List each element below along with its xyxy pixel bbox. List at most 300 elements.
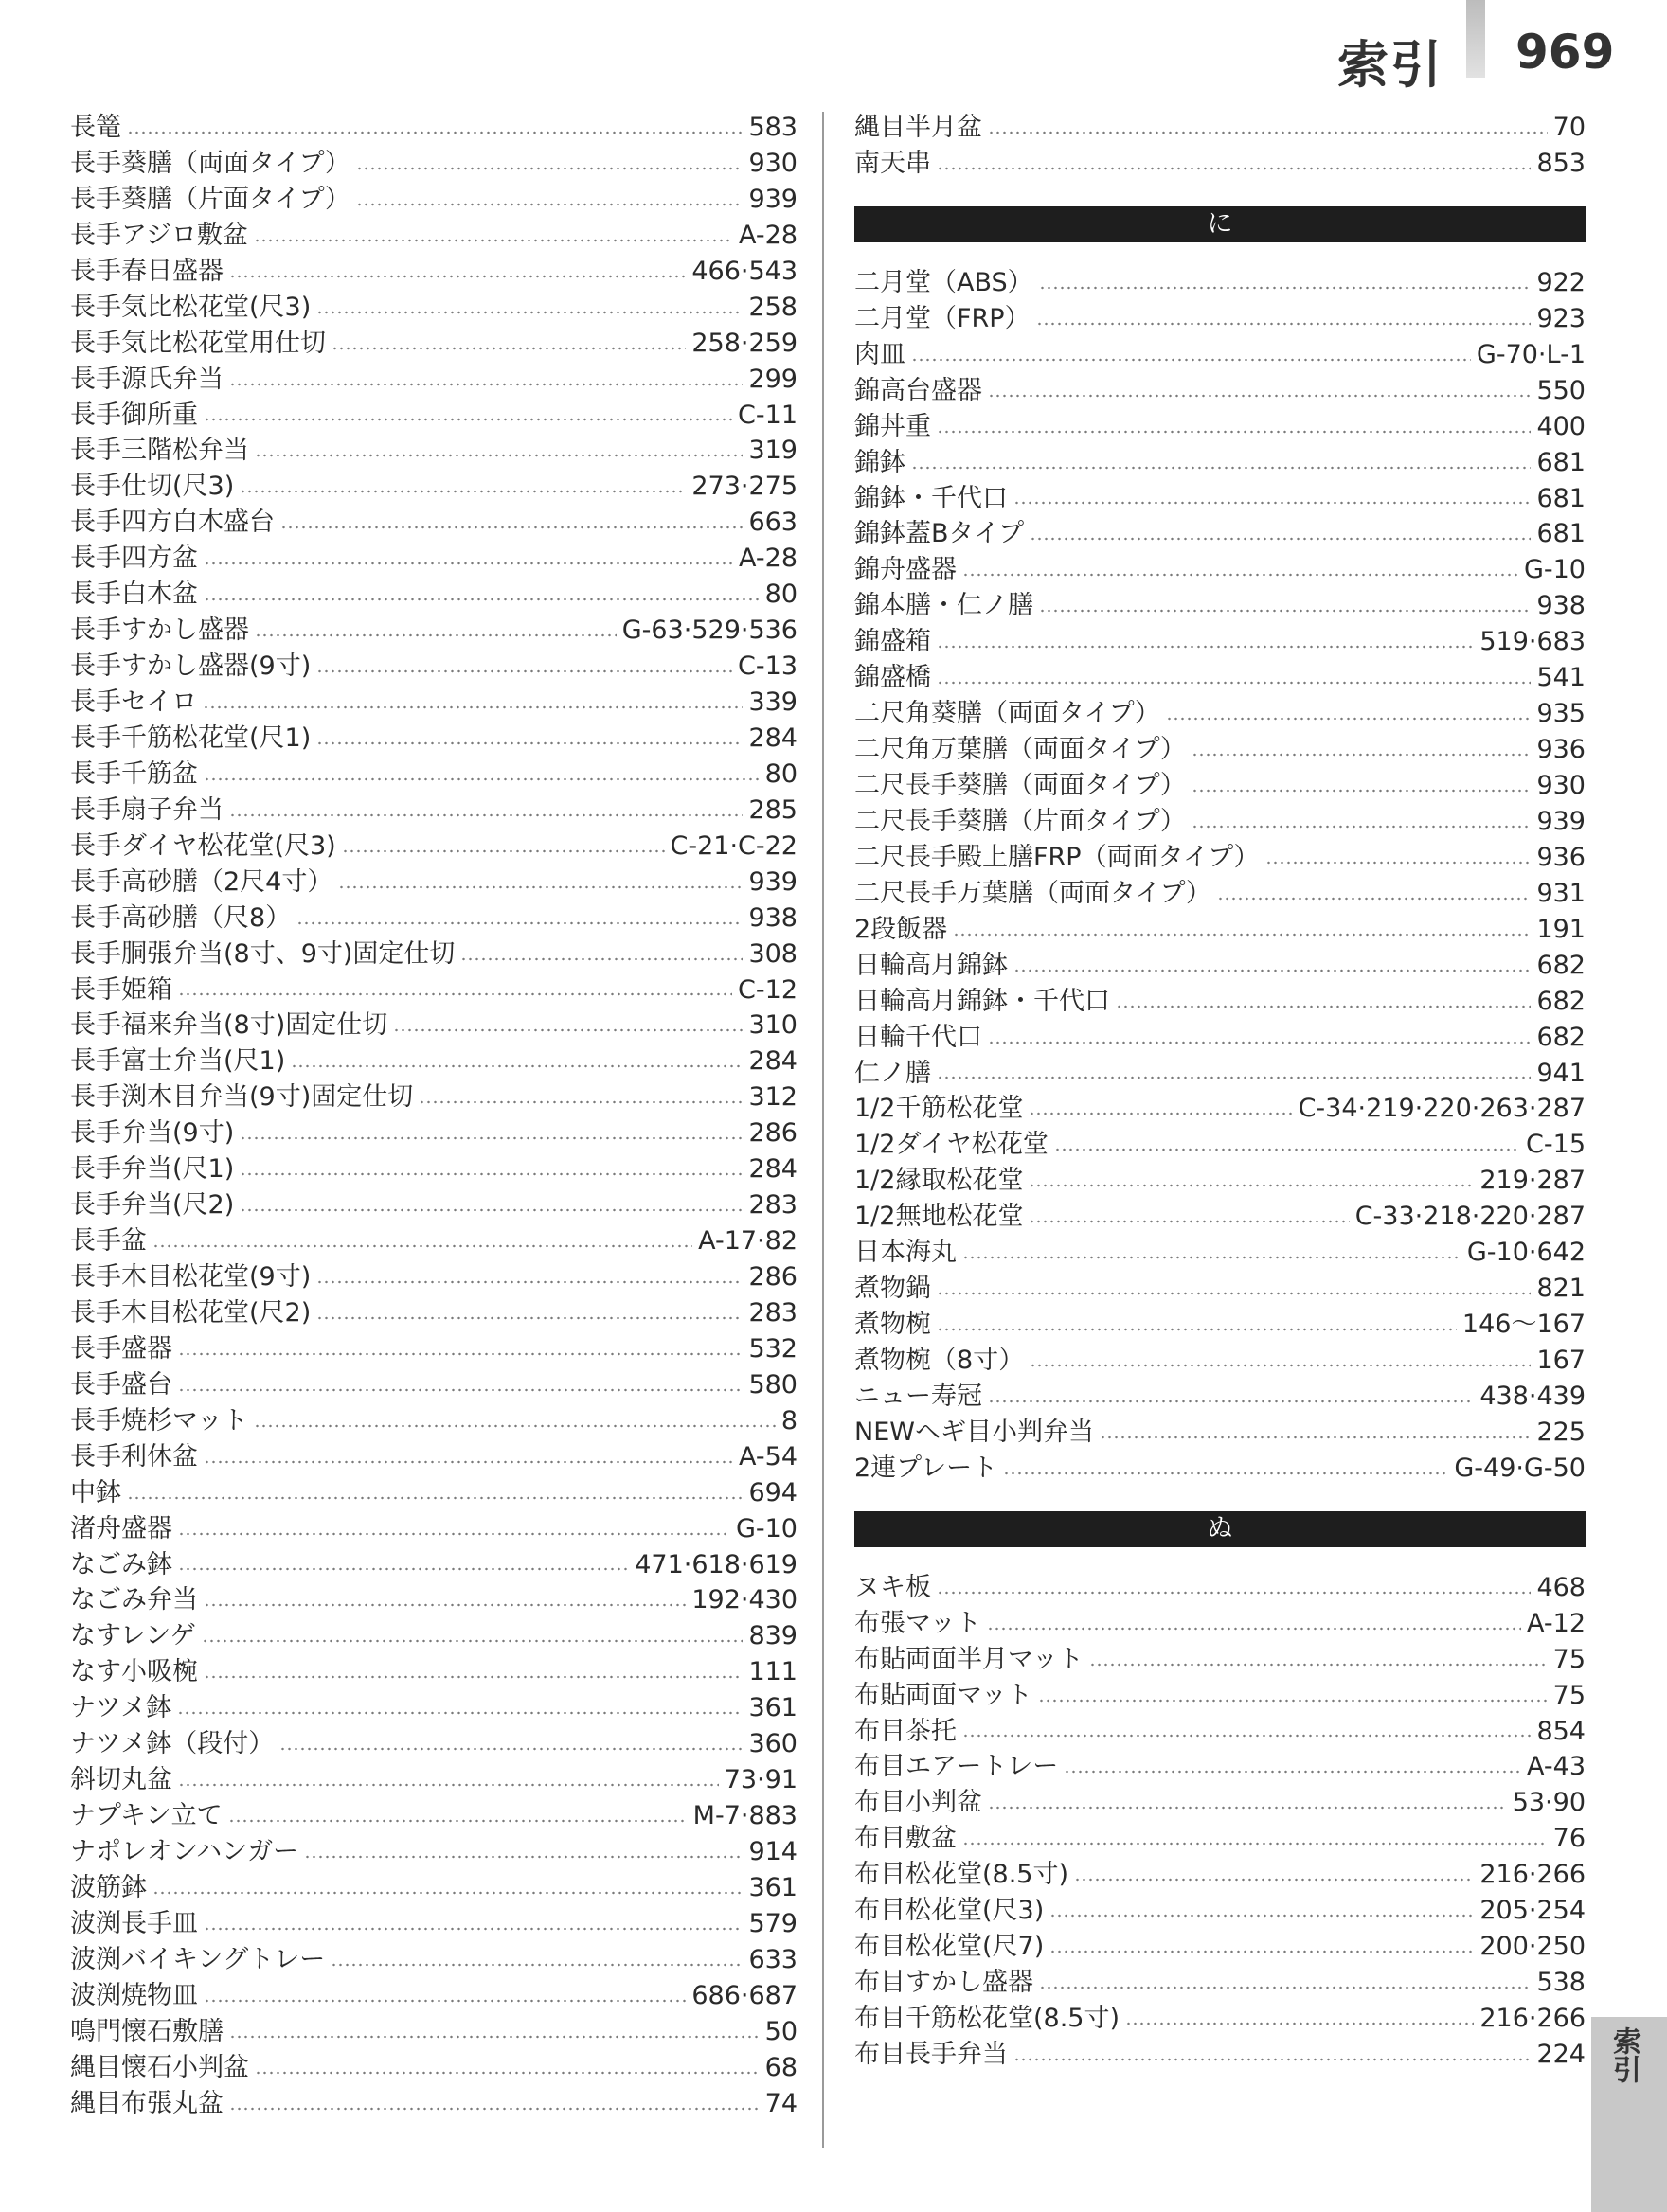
- entry-name: 縄目半月盆: [854, 113, 982, 142]
- index-entry: [854, 2001, 1586, 2037]
- entry-page-ref: 361: [748, 1693, 798, 1723]
- entry-name: 長手姫箱: [70, 974, 172, 1005]
- entry-page-ref: G-49·G-50: [1454, 1453, 1586, 1483]
- entry-page-ref: 519·683: [1479, 627, 1586, 657]
- index-entry: [70, 1582, 798, 1618]
- entry-name: 1/2縁取松花堂: [854, 1166, 1024, 1196]
- dot-leader: [1166, 717, 1532, 721]
- page-number: 969: [1515, 25, 1615, 80]
- index-entry: [70, 1259, 798, 1295]
- dot-leader: [1030, 1364, 1531, 1367]
- entry-page-ref: 663: [748, 508, 798, 538]
- index-entry: [854, 337, 1586, 373]
- entry-page-ref: 532: [748, 1333, 798, 1364]
- dot-leader: [1049, 1914, 1474, 1918]
- dot-leader: [988, 1806, 1507, 1810]
- dot-leader: [988, 1041, 1531, 1044]
- entry-name: 長手四方盆: [70, 544, 198, 574]
- entry-name: 仁ノ膳: [854, 1058, 931, 1088]
- entry-name: 煮物椀（8寸）: [854, 1346, 1025, 1375]
- entry-page-ref: C-34·219·220·263·287: [1298, 1094, 1586, 1124]
- entry-name: 斜切丸盆: [70, 1765, 172, 1795]
- dot-leader: [1039, 286, 1532, 290]
- entry-page-ref: 681: [1536, 447, 1586, 477]
- entry-name: 布貼両面マット: [854, 1680, 1032, 1710]
- entry-name: 長手富士弁当(尺1): [70, 1046, 286, 1077]
- dot-leader: [229, 2035, 760, 2039]
- dot-leader: [240, 1136, 743, 1140]
- entry-name: 縄目布張丸盆: [70, 2088, 224, 2118]
- index-entry: [70, 146, 798, 182]
- index-entry: [70, 1331, 798, 1367]
- index-entry: [70, 901, 798, 937]
- entry-page-ref: 285: [748, 794, 798, 825]
- dot-leader: [255, 633, 617, 637]
- entry-name: 布貼両面半月マット: [854, 1644, 1084, 1674]
- dot-leader: [1192, 753, 1532, 757]
- index-entry: [854, 2037, 1586, 2073]
- dot-leader: [988, 131, 1548, 134]
- dot-leader: [962, 1256, 1461, 1259]
- index-entry: [854, 1714, 1586, 1750]
- index-entry: [70, 1798, 798, 1834]
- entry-page-ref: 73·91: [724, 1765, 798, 1795]
- entry-name: 肉皿: [854, 339, 905, 369]
- entry-page-ref: 205·254: [1479, 1896, 1586, 1926]
- dot-leader: [204, 562, 733, 565]
- dot-leader: [204, 598, 760, 601]
- entry-name: 波渕長手皿: [70, 1908, 198, 1938]
- index-entry: [70, 110, 798, 146]
- entry-page-ref: 74: [764, 2088, 798, 2118]
- dot-leader: [240, 1208, 743, 1212]
- dot-leader: [177, 1711, 743, 1715]
- index-entry: [854, 481, 1586, 517]
- dot-leader: [178, 1352, 743, 1356]
- index-entry: [854, 1606, 1586, 1642]
- entry-name: 渚舟盛器: [70, 1513, 172, 1543]
- entry-name: 波渕焼物皿: [70, 1980, 198, 2010]
- index-entry: [854, 1821, 1586, 1857]
- entry-page-ref: 681: [1536, 519, 1586, 549]
- entry-name: 長手千筋盆: [70, 758, 198, 789]
- index-entry: [70, 254, 798, 290]
- entry-page-ref: G-70·L-1: [1476, 339, 1586, 369]
- index-entry: [70, 1223, 798, 1259]
- entry-name: NEWヘギ目小判弁当: [854, 1417, 1094, 1447]
- dot-leader: [296, 921, 743, 925]
- index-entry: [854, 1678, 1586, 1714]
- dot-leader: [229, 383, 743, 386]
- index-entry: [854, 516, 1586, 552]
- entry-name: 長篭: [70, 113, 121, 142]
- index-entry: [70, 1511, 798, 1547]
- dot-leader: [1029, 1112, 1292, 1115]
- dot-leader: [240, 1172, 743, 1176]
- index-title: 索引: [1337, 35, 1443, 95]
- entry-name: ニュー寿冠: [854, 1381, 982, 1411]
- index-entry: [854, 1091, 1586, 1127]
- index-entry: [70, 1367, 798, 1403]
- index-entry: [70, 613, 798, 649]
- index-entry: [70, 1475, 798, 1511]
- entry-page-ref: 466·543: [691, 256, 798, 286]
- dot-leader: [229, 2107, 760, 2111]
- index-entry: [70, 972, 798, 1008]
- index-entry: [70, 793, 798, 829]
- entry-name: 長手気比松花堂用仕切: [70, 328, 326, 358]
- entry-page-ref: 930: [748, 148, 798, 178]
- index-entry: [854, 1343, 1586, 1379]
- entry-page-ref: 360: [748, 1729, 798, 1759]
- entry-page-ref: 224: [1536, 2039, 1586, 2069]
- index-entry: [854, 301, 1586, 337]
- dot-leader: [987, 1627, 1521, 1631]
- index-entry: [70, 721, 798, 757]
- entry-page-ref: A-28: [739, 220, 798, 250]
- entry-name: 日輪高月錦鉢: [854, 950, 1008, 980]
- entry-name: なす小吸椀: [70, 1657, 198, 1687]
- entry-name: 長手四方白木盛台: [70, 508, 275, 538]
- index-entry: [70, 2050, 798, 2086]
- column-divider: [822, 112, 824, 2148]
- dot-leader: [1192, 789, 1532, 793]
- entry-name: 二尺長手葵膳（両面タイプ）: [854, 771, 1186, 800]
- entry-name: 錦鉢・千代口: [854, 483, 1008, 513]
- dot-leader: [255, 454, 743, 457]
- index-entry: [70, 1187, 798, 1223]
- entry-name: ナプキン立て: [70, 1801, 223, 1831]
- entry-page-ref: 284: [748, 1046, 798, 1077]
- entry-name: 長手盛台: [70, 1369, 172, 1400]
- entry-name: 波渕バイキングトレー: [70, 1944, 326, 1974]
- index-entry: [70, 182, 798, 218]
- index-entry: [854, 1271, 1586, 1307]
- section-heading: に: [854, 206, 1586, 242]
- dot-leader: [342, 849, 665, 853]
- entry-name: 長手葵膳（片面タイプ）: [70, 184, 350, 214]
- entry-name: 錦盛橋: [854, 663, 931, 693]
- entry-page-ref: G-10: [735, 1513, 798, 1543]
- entry-page-ref: 550: [1536, 375, 1586, 405]
- index-entry: [70, 505, 798, 541]
- dot-leader: [937, 1076, 1531, 1079]
- dot-leader: [152, 1244, 692, 1248]
- entry-name: 波筋鉢: [70, 1872, 147, 1902]
- index-entry: [854, 1965, 1586, 2001]
- entry-page-ref: G-63·529·536: [621, 615, 798, 646]
- dot-leader: [356, 203, 744, 206]
- entry-page-ref: 225: [1536, 1417, 1586, 1447]
- index-entry: [70, 1978, 798, 2014]
- entry-page-ref: C-11: [738, 400, 798, 430]
- entry-page-ref: 938: [748, 902, 798, 933]
- entry-name: 二尺長手葵膳（片面タイプ）: [854, 806, 1186, 836]
- dot-leader: [204, 1675, 743, 1679]
- entry-page-ref: 312: [748, 1082, 798, 1113]
- dot-leader: [178, 1783, 719, 1787]
- entry-page-ref: 938: [1536, 591, 1586, 621]
- dot-leader: [152, 1891, 743, 1895]
- page-header: [0, 0, 1667, 95]
- entry-page-ref: 80: [764, 758, 798, 789]
- entry-name: 長手白木盆: [70, 580, 198, 610]
- entry-page-ref: 50: [764, 2016, 798, 2046]
- entry-page-ref: 682: [1536, 950, 1586, 980]
- dot-leader: [1089, 1663, 1548, 1667]
- index-entry: [854, 804, 1586, 840]
- index-entry: [854, 1570, 1586, 1606]
- entry-page-ref: 319: [748, 436, 798, 466]
- entry-page-ref: 283: [748, 1297, 798, 1328]
- entry-page-ref: 538: [1536, 1968, 1586, 1998]
- entry-page-ref: 286: [748, 1118, 798, 1149]
- index-entry: [70, 290, 798, 326]
- entry-name: 日輪高月錦鉢・千代口: [854, 986, 1110, 1016]
- entry-name: 南天串: [854, 148, 931, 178]
- index-entry: [854, 146, 1586, 182]
- entry-page-ref: 258: [748, 292, 798, 322]
- entry-page-ref: 192·430: [691, 1585, 798, 1615]
- index-entry: [854, 409, 1586, 445]
- dot-leader: [1029, 1220, 1349, 1223]
- entry-page-ref: 682: [1536, 986, 1586, 1016]
- dot-leader: [279, 1747, 743, 1751]
- index-entry: [70, 1834, 798, 1870]
- entry-page-ref: 308: [748, 938, 798, 969]
- entry-name: 長手弁当(尺2): [70, 1190, 235, 1221]
- entry-name: 二月堂（FRP）: [854, 303, 1031, 333]
- index-entry: [854, 1163, 1586, 1199]
- entry-page-ref: 191: [1536, 914, 1586, 944]
- dot-leader: [316, 311, 743, 314]
- dot-leader: [911, 358, 1471, 362]
- index-entry: [70, 577, 798, 613]
- entry-name: なごみ弁当: [70, 1585, 198, 1615]
- entry-page-ref: 219·287: [1479, 1166, 1586, 1196]
- dot-leader: [204, 1460, 733, 1464]
- entry-page-ref: 583: [748, 113, 798, 142]
- index-entry: [854, 1451, 1586, 1487]
- dot-leader: [254, 1424, 776, 1428]
- entry-page-ref: 284: [748, 722, 798, 753]
- entry-page-ref: C-13: [738, 651, 798, 682]
- entry-name: 長手高砂膳（2尺4寸）: [70, 866, 333, 897]
- dot-leader: [1039, 609, 1531, 613]
- dot-leader: [338, 885, 743, 889]
- entry-page-ref: 939: [748, 866, 798, 897]
- entry-name: 長手三階松弁当: [70, 436, 249, 466]
- dot-leader: [1013, 2058, 1531, 2061]
- index-entry: [854, 445, 1586, 481]
- index-entry: [70, 865, 798, 901]
- dot-leader: [1038, 1699, 1548, 1703]
- entry-page-ref: 914: [748, 1837, 798, 1866]
- index-entry: [70, 1115, 798, 1151]
- entry-page-ref: A-54: [739, 1441, 798, 1472]
- index-entry: [70, 1439, 798, 1475]
- index-entry: [854, 984, 1586, 1020]
- entry-name: 錦本膳・仁ノ膳: [854, 591, 1033, 621]
- entry-name: 長手木目松花堂(尺2): [70, 1297, 312, 1328]
- dot-leader: [937, 1328, 1457, 1331]
- dot-leader: [127, 1496, 743, 1500]
- index-entry: [70, 1906, 798, 1942]
- index-entry: [70, 2014, 798, 2050]
- entry-name: 二尺角万葉膳（両面タイプ）: [854, 735, 1186, 765]
- entry-page-ref: 299: [748, 364, 798, 394]
- index-column-right: [854, 110, 1586, 2073]
- entry-name: ナツメ鉢（段付）: [70, 1729, 275, 1759]
- index-entry: [854, 948, 1586, 984]
- entry-name: 長手セイロ: [70, 687, 198, 717]
- entry-name: 長手源氏弁当: [70, 364, 224, 394]
- entry-page-ref: 76: [1552, 1824, 1586, 1854]
- dot-leader: [178, 1567, 629, 1571]
- dot-leader: [127, 131, 743, 134]
- entry-page-ref: 936: [1536, 735, 1586, 765]
- index-entry: [70, 1690, 798, 1726]
- index-entry: [854, 265, 1586, 301]
- dot-leader: [316, 741, 743, 745]
- index-entry: [70, 1726, 798, 1762]
- dot-leader: [1054, 1148, 1520, 1151]
- dot-leader: [204, 1927, 743, 1931]
- dot-leader: [937, 167, 1531, 170]
- entry-page-ref: 633: [748, 1944, 798, 1974]
- index-entry: [70, 326, 798, 362]
- entry-name: 布目長手弁当: [854, 2039, 1008, 2069]
- dot-leader: [911, 466, 1531, 470]
- index-entry: [70, 469, 798, 505]
- dot-leader: [1036, 322, 1532, 326]
- entry-name: 錦舟盛器: [854, 555, 957, 585]
- entry-name: 錦丼重: [854, 411, 931, 441]
- dot-leader: [1265, 861, 1532, 865]
- entry-page-ref: 931: [1536, 878, 1586, 908]
- entry-name: ナツメ鉢: [70, 1693, 172, 1723]
- entry-page-ref: M-7·883: [692, 1801, 798, 1831]
- dot-leader: [178, 1388, 743, 1392]
- entry-page-ref: A-28: [739, 544, 798, 574]
- index-entry: [854, 1235, 1586, 1271]
- entry-page-ref: C-21·C-22: [670, 830, 798, 861]
- dot-leader: [356, 167, 744, 170]
- entry-name: 長手福来弁当(8寸)固定仕切: [70, 1010, 388, 1041]
- dot-leader: [937, 1591, 1531, 1595]
- dot-leader: [1116, 1005, 1531, 1008]
- entry-page-ref: 258·259: [691, 328, 798, 358]
- entry-page-ref: 939: [748, 184, 798, 214]
- dot-leader: [178, 992, 732, 996]
- entry-page-ref: G-10: [1523, 555, 1586, 585]
- index-entry: [854, 768, 1586, 804]
- entry-page-ref: 167: [1536, 1346, 1586, 1375]
- dot-leader: [280, 526, 743, 529]
- entry-name: 長手ダイヤ松花堂(尺3): [70, 830, 336, 861]
- index-entry: [70, 2086, 798, 2122]
- index-entry: [70, 829, 798, 865]
- entry-name: 縄目懐石小判盆: [70, 2052, 249, 2082]
- dot-leader: [1064, 1770, 1521, 1774]
- entry-name: 長手千筋松花堂(尺1): [70, 722, 312, 753]
- entry-page-ref: 821: [1536, 1274, 1586, 1304]
- dot-leader: [962, 1842, 1548, 1846]
- index-entry: [854, 373, 1586, 409]
- entry-name: 長手気比松花堂(尺3): [70, 292, 312, 322]
- entry-page-ref: 75: [1552, 1680, 1586, 1710]
- entry-page-ref: 70: [1552, 113, 1586, 142]
- dot-leader: [1030, 537, 1531, 541]
- dot-leader: [254, 239, 733, 242]
- entry-name: 長手弁当(尺1): [70, 1154, 235, 1185]
- entry-page-ref: 68: [764, 2052, 798, 2082]
- dot-leader: [203, 705, 743, 709]
- dot-leader: [937, 430, 1531, 434]
- dot-leader: [1039, 1986, 1531, 1989]
- entry-name: 長手すかし盛器: [70, 615, 249, 646]
- index-entry: [70, 1942, 798, 1978]
- entry-name: なごみ鉢: [70, 1549, 172, 1579]
- entry-name: 1/2ダイヤ松花堂: [854, 1130, 1049, 1160]
- dot-leader: [204, 1999, 686, 2003]
- index-entry: [70, 1079, 798, 1115]
- index-entry: [70, 362, 798, 398]
- entry-page-ref: 273·275: [691, 472, 798, 502]
- entry-name: 長手木目松花堂(9寸): [70, 1262, 312, 1292]
- entry-page-ref: 216·266: [1479, 1860, 1586, 1890]
- entry-page-ref: 694: [748, 1477, 798, 1507]
- dot-leader: [962, 1734, 1531, 1738]
- index-entry: [854, 1749, 1586, 1785]
- index-entry: [70, 1618, 798, 1654]
- dot-leader: [1049, 1950, 1474, 1953]
- entry-page-ref: 839: [748, 1621, 798, 1651]
- index-entry: [854, 110, 1586, 146]
- index-entry: [854, 1929, 1586, 1965]
- index-entry: [70, 1008, 798, 1044]
- index-entry: [70, 541, 798, 577]
- index-entry: [854, 1893, 1586, 1929]
- dot-leader: [962, 573, 1518, 577]
- index-entry: [854, 1020, 1586, 1056]
- index-entry: [70, 433, 798, 469]
- entry-page-ref: 853: [1536, 148, 1586, 178]
- dot-leader: [204, 777, 760, 781]
- entry-name: 長手アジロ敷盆: [70, 220, 248, 250]
- entry-name: 長手利休盆: [70, 1441, 198, 1472]
- dot-leader: [316, 1316, 743, 1320]
- entry-name: 長手盛器: [70, 1333, 172, 1364]
- index-entry: [854, 552, 1586, 588]
- entry-name: 布目松花堂(尺7): [854, 1932, 1045, 1962]
- index-entry: [70, 398, 798, 434]
- dot-leader: [202, 1639, 744, 1643]
- entry-name: 二月堂（ABS）: [854, 267, 1033, 297]
- entry-name: 中鉢: [70, 1477, 121, 1507]
- index-entry: [854, 696, 1586, 732]
- entry-name: 煮物鍋: [854, 1274, 931, 1304]
- entry-page-ref: 310: [748, 1010, 798, 1041]
- dot-leader: [1003, 1472, 1448, 1475]
- dot-leader: [1013, 969, 1531, 972]
- dot-leader: [331, 1963, 743, 1967]
- dot-leader: [1125, 2022, 1474, 2025]
- index-entry: [70, 649, 798, 685]
- index-entry: [70, 1654, 798, 1690]
- index-entry: [854, 912, 1586, 948]
- entry-name: 二尺角葵膳（両面タイプ）: [854, 699, 1160, 729]
